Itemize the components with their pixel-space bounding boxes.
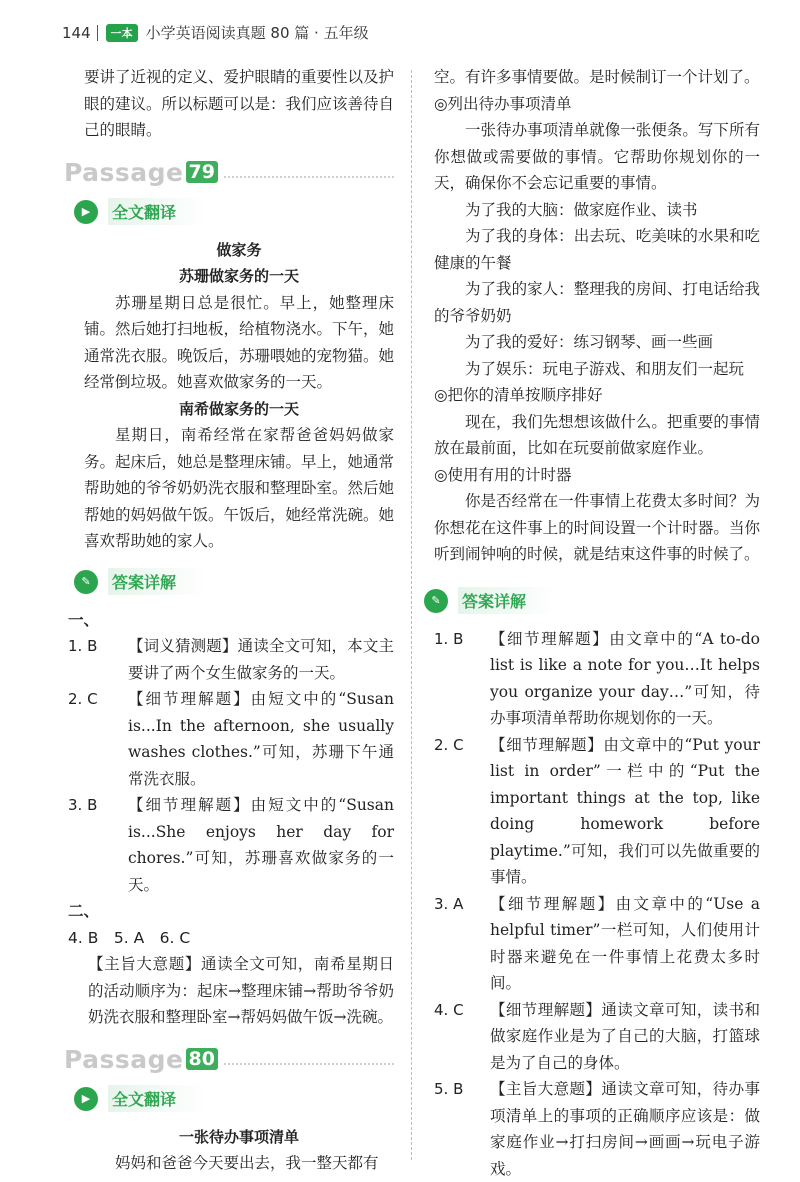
paragraph-susan: 苏珊星期日总是很忙。早上，她整理床铺。然后她打扫地板，给植物浇水。下午，她通常洗衣服。晚饭后，苏珊喂她的宠物猫。她经常倒垃圾。她喜欢做家务的一天。 [84, 290, 394, 396]
translation-paragraph: 一张待办事项清单就像一张便条。写下所有你想做或需要做的事情。它帮助你规划你的一天，确保你不会忘记重要的事情。 [434, 117, 760, 197]
translation-paragraph: 为了我的爱好：练习钢琴、画一些画 [434, 329, 760, 356]
section-label: 答案详解 [108, 568, 206, 595]
answers-section-heading [74, 565, 394, 599]
passage-label: Passage [64, 1045, 184, 1074]
paragraph-nancy: 星期日，南希经常在家帮爸爸妈妈做家务。起床后，她总是整理床铺。早上，她通常帮助她的爷爷奶奶洗衣服和整理卧室。然后她帮她的妈妈做午饭。午饭后，她经常洗碗。她喜欢帮助她的家人。 [84, 422, 394, 555]
answer-key: 3. B [68, 792, 128, 898]
answer-key: 1. B [434, 626, 490, 732]
answer-explanation: 【细节理解题】由短文中的“Susan is...In the afternoon, she usually washes clothes.”可知，苏珊下午通常洗衣服。 [128, 686, 394, 792]
answers-section-heading [424, 584, 760, 618]
play-icon: ▶ [74, 200, 98, 224]
answer-icon: ✎ [424, 589, 448, 613]
subtitle-susan: 苏珊做家务的一天 [84, 263, 394, 290]
play-icon: ▶ [74, 1087, 98, 1111]
translation-title: 做家务 [84, 237, 394, 264]
answer-item [68, 792, 394, 898]
section-label: 全文翻译 [108, 198, 206, 225]
answer-key: 2. C [434, 732, 490, 891]
answer-explanation: 【主旨大意题】通读全文可知，南希星期日的活动顺序为：起床→整理床铺→帮助爷爷奶奶洗衣服和整理卧室→帮妈妈做午饭→洗碗。 [68, 951, 394, 1031]
previous-answer-tail: 要讲了近视的定义、爱护眼睛的重要性以及护眼的建议。所以标题可以是：我们应该善待自己的眼睛。 [84, 64, 394, 144]
passage-label: Passage [64, 158, 184, 187]
answer-item [434, 891, 760, 997]
dotted-rule [224, 1053, 394, 1065]
question-group-1: 一、 [68, 607, 394, 634]
page-header [62, 22, 369, 43]
section-label: 全文翻译 [108, 1085, 206, 1112]
translation-paragraph: 为了我的大脑：做家庭作业、读书 [434, 197, 760, 224]
section-label: 答案详解 [458, 587, 556, 614]
page-number: 144 [62, 24, 91, 42]
answer-explanation: 【词义猜测题】通读全文可知，本文主要讲了两个女生做家务的一天。 [128, 633, 394, 686]
answer-explanation: 【细节理解题】由短文中的“Susan is...She enjoys her day for chores.”可知，苏珊喜欢做家务的一天。 [128, 792, 394, 898]
answer-item [434, 997, 760, 1077]
translation-section-heading [74, 1082, 394, 1116]
answer-item [434, 626, 760, 732]
paragraph-start: 妈妈和爸爸今天要出去，我一整天都有 [84, 1150, 394, 1177]
question-group-2: 二、 [68, 898, 394, 925]
brand-logo: 一本 [106, 24, 138, 42]
answer-explanation: 【细节理解题】由文章中的“A to-do list is like a note for you…It helps you organize your day…”可知，待办事项清单帮助你规划你的一天。 [490, 626, 760, 732]
answer-explanation: 【细节理解题】由文章中的“Use a helpful timer”一栏可知，人们使用计时器来避免在一件事情上花费太多时间。 [490, 891, 760, 997]
subheading: ◎列出待办事项清单 [434, 91, 760, 118]
translation-continued [434, 64, 760, 568]
answer-key: 5. B [434, 1076, 490, 1182]
translation-paragraph: 为了我的家人：整理我的房间、打电话给我的爷爷奶奶 [434, 276, 760, 329]
header-separator [97, 25, 98, 41]
subheading: ◎使用有用的计时器 [434, 462, 760, 489]
answer-item [434, 732, 760, 891]
column-divider [411, 70, 412, 1160]
translation-paragraph: 为了我的身体：出去玩、吃美味的水果和吃健康的午餐 [434, 223, 760, 276]
answer-item [68, 686, 394, 792]
left-column [84, 64, 394, 1177]
answer-list [434, 626, 760, 1182]
answer-icon: ✎ [74, 570, 98, 594]
answer-key: 3. A [434, 891, 490, 997]
right-column [434, 64, 760, 1182]
answer-explanation: 【细节理解题】由文章中的“Put your list in order”一栏中的“Put the important things at the top, like doing homework before playtime.”可知，我们可以先做重要的事情。 [490, 732, 760, 891]
answer-key: 4. C [434, 997, 490, 1077]
answer-key: 1. B [68, 633, 128, 686]
passage-number: 80 [186, 1048, 218, 1070]
translation-paragraph: 你是否经常在一件事情上花费太多时间？为你想花在这件事上的时间设置一个计时器。当你听到闹钟响的时候，就是结束这件事的时候了。 [434, 488, 760, 568]
translation-paragraph: 为了娱乐：玩电子游戏、和朋友们一起玩 [434, 356, 760, 383]
passage-79-heading [64, 158, 394, 187]
subheading: 空。有许多事情要做。是时候制订一个计划了。 [434, 64, 760, 91]
book-title: 小学英语阅读真题 80 篇 · 五年级 [146, 22, 369, 43]
answer-explanation: 【细节理解题】通读文章可知，读书和做家庭作业是为了自己的大脑，打篮球是为了自己的身体。 [490, 997, 760, 1077]
translation-title: 一张待办事项清单 [84, 1124, 394, 1151]
answer-item [68, 633, 394, 686]
subtitle-nancy: 南希做家务的一天 [84, 396, 394, 423]
translation-section-heading [74, 195, 394, 229]
answer-keys-4-6: 4. B 5. A 6. C [68, 925, 394, 952]
translation-paragraph: 现在，我们先想想该做什么。把重要的事情放在最前面，比如在玩耍前做家庭作业。 [434, 409, 760, 462]
answer-explanation: 【主旨大意题】通读文章可知，待办事项清单上的事项的正确顺序应该是：做家庭作业→打扫房间→画画→玩电子游戏。 [490, 1076, 760, 1182]
passage-number: 79 [186, 161, 218, 183]
passage-80-heading [64, 1045, 394, 1074]
answer-item [434, 1076, 760, 1182]
dotted-rule [224, 166, 394, 178]
subheading: ◎把你的清单按顺序排好 [434, 382, 760, 409]
answer-key: 2. C [68, 686, 128, 792]
